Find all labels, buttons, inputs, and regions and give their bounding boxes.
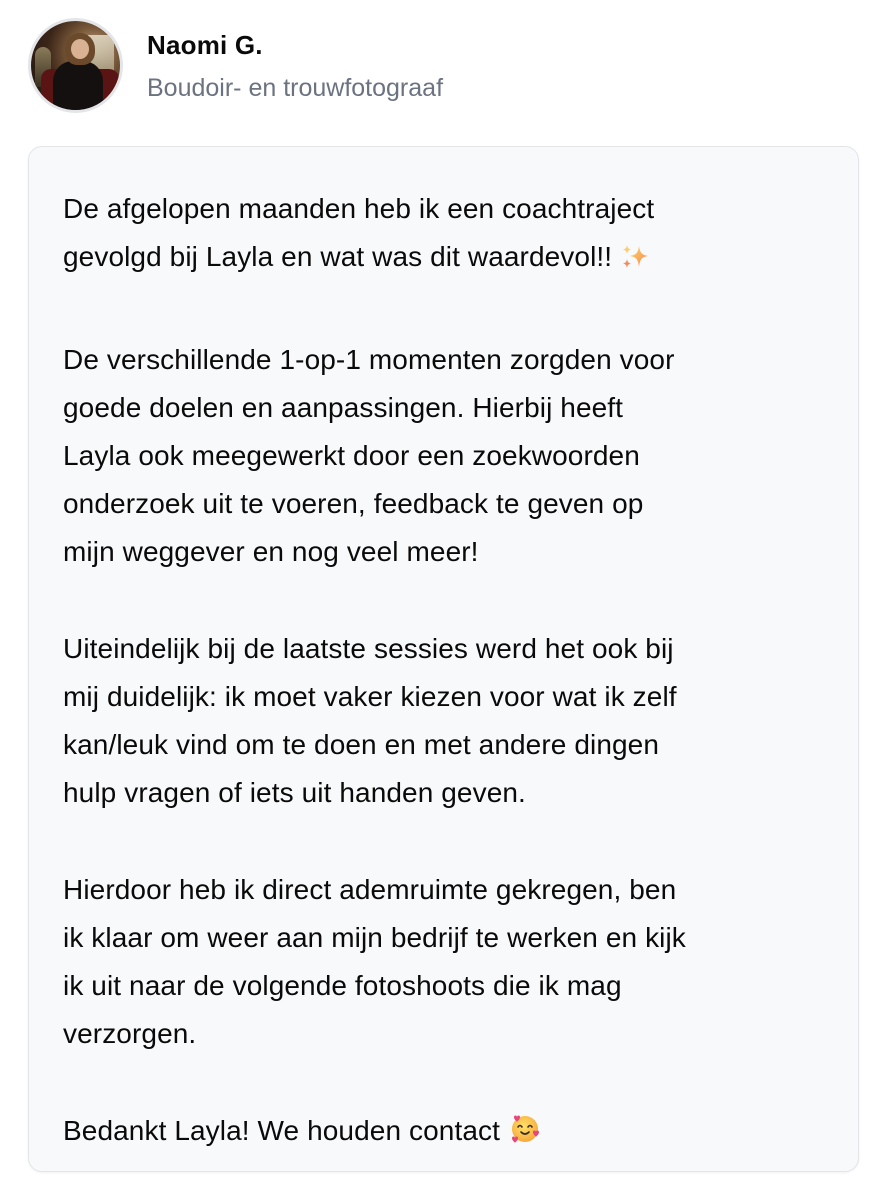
review-line: ik klaar om weer aan mijn bedrijf te werken en kijk: [63, 922, 686, 953]
review-line: goede doelen en aanpassingen. Hierbij heeft: [63, 391, 624, 423]
review-line: mijn weggever en nog veel meer!: [63, 536, 479, 568]
reviewer-header: [28, 18, 443, 113]
review-line: [63, 233, 828, 287]
reviewer-role: Boudoir- en trouwfotograaf: [147, 73, 444, 102]
reviewer-name: Naomi G.: [147, 29, 263, 60]
reviewer-identity: [147, 29, 443, 103]
avatar-photo-face: [71, 39, 89, 59]
review-paragraph: [63, 1107, 828, 1161]
review-line: onderzoek uit te voeren, feedback te geven op: [63, 488, 644, 520]
review-line: Layla ook meegewerkt door een zoekwoorden: [63, 440, 640, 471]
review-line-text: gevolgd bij Layla en wat was dit waardevol!!: [63, 241, 613, 273]
review-line-text: Bedankt Layla! We houden contact: [63, 1114, 500, 1146]
review-line: Uiteindelijk bij de laatste sessies werd het ook bij: [63, 632, 674, 664]
review-paragraph: [63, 866, 828, 1059]
review-paragraph: [63, 336, 828, 577]
review-line: hulp vragen of iets uit handen geven.: [63, 777, 526, 809]
review-line: mij duidelijk: ik moet vaker kiezen voor wat ik zelf: [63, 681, 677, 712]
review-paragraph: [63, 625, 828, 818]
review-line: De verschillende 1-op-1 momenten zorgden voor: [63, 343, 675, 375]
review-line: De afgelopen maanden heb ik een coachtraject: [63, 193, 655, 224]
review-card: [28, 146, 859, 1172]
avatar-photo-person: [53, 61, 103, 113]
avatar: [28, 18, 123, 113]
review-line: Hierdoor heb ik direct ademruimte gekregen, ben: [63, 873, 677, 905]
review-line: [63, 1107, 828, 1161]
review-paragraph: [63, 185, 828, 287]
review-line: ik uit naar de volgende fotoshoots die ik mag: [63, 970, 622, 1002]
review-line: verzorgen.: [63, 1018, 197, 1050]
sparkles-icon: [620, 239, 650, 287]
smiling-face-with-hearts-icon: [508, 1112, 542, 1161]
review-line: kan/leuk vind om te doen en met andere dingen: [63, 729, 660, 761]
